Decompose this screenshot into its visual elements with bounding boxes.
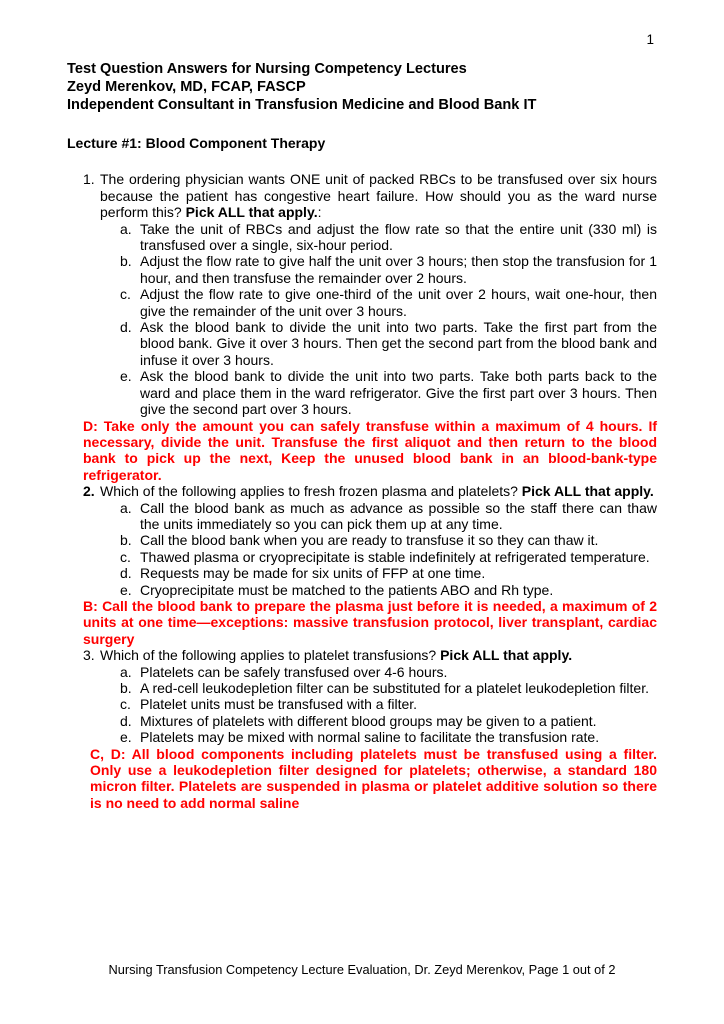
option-letter: e. [120,729,132,746]
affiliation-line: Independent Consultant in Transfusion Medicine and Blood Bank IT [67,97,537,113]
option-letter: a. [120,499,132,516]
lecture-heading: Lecture #1: Blood Component Therapy [67,135,326,151]
question-3 [67,647,657,811]
author-line: Zeyd Merenkov, MD, FCAP, FASCP [67,79,306,95]
question-number: 2. [83,483,95,500]
question-2 [67,483,657,647]
question-body: Which of the following applies to platelet transfusions? [100,647,441,664]
document-title: Test Question Answers for Nursing Competency Lectures [67,61,467,77]
option-letter: c. [120,548,131,565]
question-text [67,647,657,663]
option-text: Requests may be made for six units of FFP at one time. [140,565,486,582]
question-list [67,171,657,811]
page-footer: Nursing Transfusion Competency Lecture Evaluation, Dr. Zeyd Merenkov, Page 1 out of 2 [108,962,616,977]
option-text: Ask the blood bank to divide the unit into two parts. Take both parts back to the ward and place them in the ward refrigerator. Give the first part over 3 hours. Then give the second part over 3 hours. [140,368,657,418]
option-letter: e. [120,368,132,385]
option-letter: b. [120,532,132,549]
option-item [67,500,657,533]
option-letter: a. [120,220,132,237]
question-1 [67,171,657,483]
option-letter: d. [120,565,132,582]
option-letter: d. [120,319,132,336]
option-item [67,368,657,417]
question-text [67,171,657,220]
option-text: A red-cell leukodepletion filter can be substituted for a platelet leukodepletion filter. [140,680,649,696]
option-item [67,532,657,548]
option-text: Call the blood bank when you are ready to transfuse it so they can thaw it. [140,532,599,549]
document-content [67,0,657,811]
option-letter: e. [120,581,132,598]
option-letter: c. [120,286,131,303]
option-letter: a. [120,663,132,680]
option-letter: b. [120,253,132,270]
option-text: Adjust the flow rate to give half the unit over 3 hours; then stop the transfusion for 1 hour, and then transfuse the remainder over 2 hours. [140,253,657,286]
option-item [67,713,657,729]
option-text: Platelets may be mixed with normal saline to facilitate the transfusion rate. [140,729,600,746]
option-letter: c. [120,696,131,713]
option-text: Take the unit of RBCs and adjust the flow rate so that the entire unit (330 ml) is transfused over a single, six-hour period. [140,220,657,254]
option-item [67,253,657,286]
question-number: 3. [83,647,95,664]
answer-text: B: Call the blood bank to prepare the plasma just before it is needed, a maximum of 2 units at one time—exceptions: massive transfusion protocol, liver transplant, cardiac surgery [83,597,657,647]
question-number: 1. [83,171,95,188]
option-item [67,664,657,680]
question-text [67,483,657,499]
option-letter: b. [120,680,132,696]
question-suffix: : [317,204,322,221]
answer-text: D: Take only the amount you can safely transfuse within a maximum of 4 hours. If necessary, divide the unit. Transfuse the first aliquot and then return to the blood bank to pick up the next, Keep the unused blood bank in an blood-bank-type refrigerator. [83,417,657,483]
option-item [67,680,657,696]
option-text: Ask the blood bank to divide the unit into two parts. Take the first part from the blood bank. Give it over 3 hours. Then get the second part from the blood bank and infuse it over 3 hours. [140,319,657,368]
question-instruction: Pick ALL that apply. [440,647,573,664]
option-text: Platelets can be safely transfused over 4-6 hours. [140,663,448,680]
option-text: Adjust the flow rate to give one-third of the unit over 2 hours, wait one-hour, then give the remainder of the unit over 3 hours. [140,286,657,319]
question-body: The ordering physician wants ONE unit of packed RBCs to be transfused over six hours because the patient has congestive heart failure. How should you as the ward nurse perform this? [100,171,657,221]
option-item [67,565,657,581]
option-item [67,549,657,565]
answer-text: C, D: All blood components including platelets must be transfused using a filter. Only use a leukodepletion filter designed for platelets; otherwise, a standard 180 micron filter. Platelets are suspended in plasma or platelet additive solution so there is no need to add normal saline [90,745,657,811]
option-text: Mixtures of platelets with different blood groups may be given to a patient. [140,712,597,729]
option-text: Cryoprecipitate must be matched to the patients ABO and Rh type. [140,581,554,598]
question-body: Which of the following applies to fresh frozen plasma and platelets? [100,483,522,500]
option-text: Call the blood bank as much as advance as possible so the staff there can thaw the units immediately so you can pick them up at any time. [140,499,657,532]
option-item [67,696,657,712]
option-item [67,319,657,368]
option-letter: d. [120,712,132,729]
option-item [67,221,657,254]
option-item [67,582,657,598]
option-text: Platelet units must be transfused with a filter. [140,696,418,713]
document-header [67,60,657,114]
question-instruction: Pick ALL that apply. [521,483,654,500]
option-item [67,286,657,319]
question-instruction: Pick ALL that apply. [185,204,318,221]
option-text: Thawed plasma or cryoprecipitate is stable indefinitely at refrigerated temperature. [140,548,650,565]
option-item [67,729,657,745]
page-number: 1 [646,32,654,47]
